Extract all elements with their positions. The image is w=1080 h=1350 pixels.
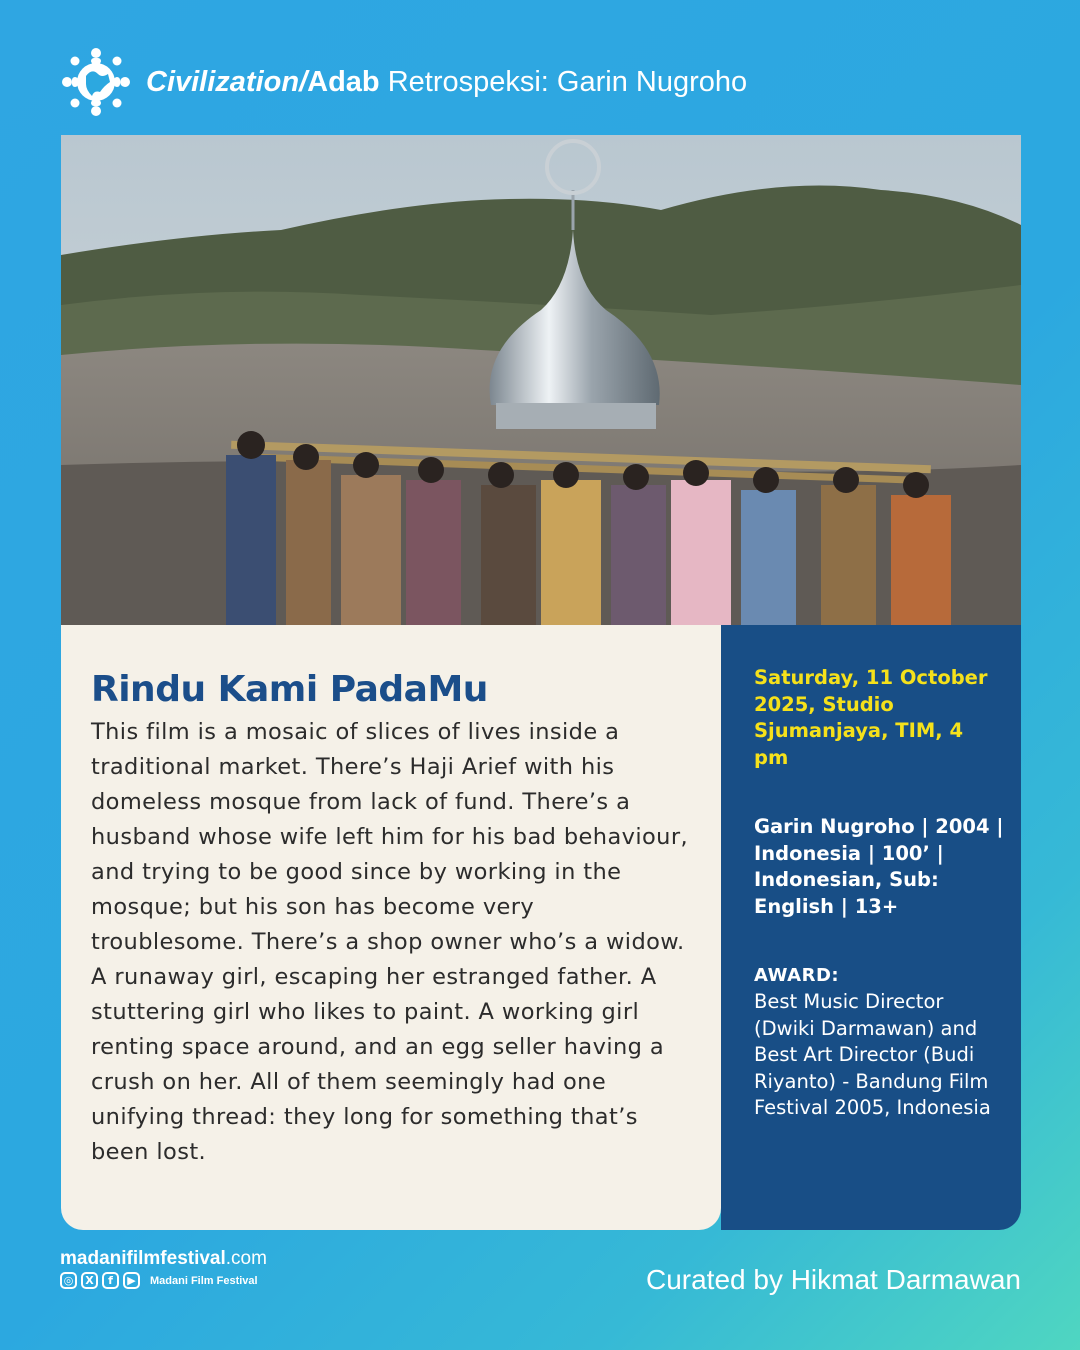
facebook-icon[interactable]: f: [102, 1272, 119, 1289]
film-synopsis: This film is a mosaic of slices of lives inside a traditional market. There’s Haji Arief with his domeless mosque from lack of fund. There’s a husband whose wife left him for his bad behaviour, and trying to be good since by working in the mosque; but his son has become very troublesome. There’s a shop owner who’s a widow. A runaway girl, escaping her estranged father. A stuttering girl who likes to paint. A working girl renting space around, and an egg seller having a crush on her. All of them seemingly had one unifying thread: they long for something that’s been lost.: [91, 719, 689, 1165]
award-text: Best Music Director (Dwiki Darmawan) and Best Art Director (Budi Riyanto) - Bandung Film Festival 2005, Indonesia: [754, 990, 991, 1119]
header: [60, 42, 747, 122]
film-title: Rindu Kami PadaMu: [91, 669, 488, 710]
instagram-icon[interactable]: ◎: [60, 1272, 77, 1289]
website-name: madanifilmfestival: [60, 1248, 226, 1269]
film-still-image: [61, 135, 1021, 625]
website-link[interactable]: [60, 1248, 267, 1270]
film-description-card: [61, 625, 721, 1230]
header-subtitle: Retrospeksi: Garin Nugroho: [379, 65, 748, 98]
screening-schedule: Saturday, 11 October 2025, Studio Sjumanjaya, TIM, 4 pm: [754, 666, 988, 769]
social-links: [60, 1272, 258, 1289]
social-handle: Madani Film Festival: [150, 1274, 258, 1287]
film-credits: Garin Nugroho | 2004 | Indonesia | 100’ | Indonesian, Sub: English | 13+: [754, 815, 1004, 918]
curator-credit: Curated by Hikmat Darmawan: [645, 1264, 1021, 1295]
header-title: [146, 66, 747, 99]
award-label: AWARD:: [754, 965, 840, 986]
film-info-panel: [721, 625, 1021, 1230]
program-name-local: Adab: [307, 65, 380, 98]
website-suffix: .com: [225, 1248, 267, 1269]
globe-people-logo-icon: [60, 46, 132, 118]
program-name: Civilization/: [146, 65, 308, 98]
youtube-icon[interactable]: ▶: [123, 1272, 140, 1289]
x-icon[interactable]: X: [81, 1272, 98, 1289]
